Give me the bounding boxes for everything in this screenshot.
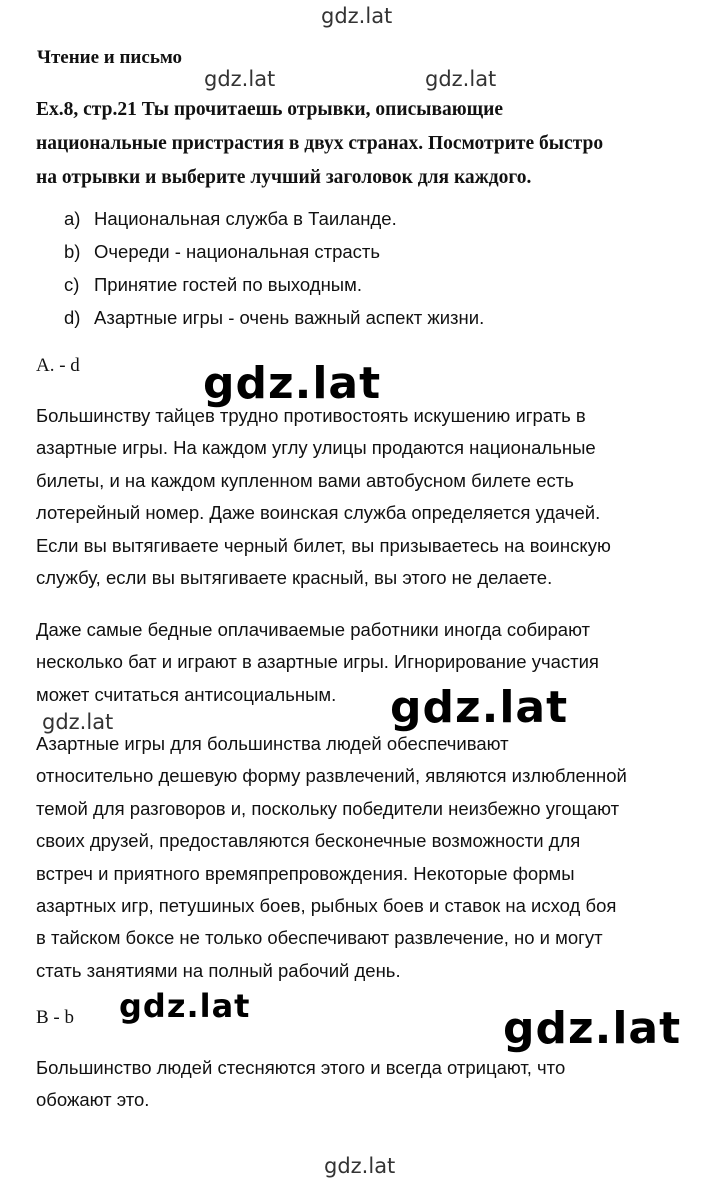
text-line: азартные игры. На каждом углу улицы продаются национальные: [36, 437, 596, 459]
text-line: встреч и приятного времяпрепровождения. Некоторые формы: [36, 862, 575, 884]
option-text: Очереди - национальная страсть: [94, 241, 381, 262]
task-line: Ex.8, стр.21 Ты прочитаешь отрывки, описывающие: [36, 99, 504, 120]
answer-label-a: A. - d: [36, 355, 80, 376]
text-line: билеты, и на каждом купленном вами автобусном билете есть: [36, 469, 574, 491]
paragraph-1: [36, 400, 716, 594]
paragraph-4: [36, 1052, 716, 1117]
text-line: обожают это.: [36, 1089, 150, 1111]
option-letter: d): [64, 307, 81, 328]
task-line: на отрывки и выберите лучший заголовок для каждого.: [36, 167, 532, 188]
task-statement: [36, 93, 706, 195]
option-item: [64, 307, 484, 340]
watermark-large-1: gdz.lat: [203, 358, 382, 409]
option-item: [64, 208, 484, 241]
text-line: азартных игр, петушиных боев, рыбных боев и ставок на исход боя: [36, 895, 617, 917]
options-list: [64, 208, 484, 340]
option-text: Принятие гостей по выходным.: [94, 274, 362, 295]
text-line: Если вы вытягиваете черный билет, вы призываетесь на воинскую: [36, 534, 611, 556]
option-text: Национальная служба в Таиланде.: [94, 208, 397, 229]
text-line: своих друзей, предоставляются бесконечные возможности для: [36, 830, 581, 852]
text-line: Большинству тайцев трудно противостоять искушению играть в: [36, 405, 586, 426]
watermark-heading-right: gdz.lat: [425, 67, 497, 91]
text-line: Азартные игры для большинства людей обеспечивают: [36, 733, 509, 754]
text-line: в тайском боксе не только обеспечивают развлечение, но и могут: [36, 927, 603, 949]
task-line: национальные пристрастия в двух странах. Посмотрите быстро: [36, 133, 604, 154]
section-heading: Чтение и письмо: [37, 47, 183, 68]
text-line: стать занятиями на полный рабочий день.: [36, 959, 401, 981]
text-line: может считаться антисоциальным.: [36, 683, 337, 705]
text-line: темой для разговоров и, поскольку победители неизбежно угощают: [36, 797, 620, 819]
option-letter: c): [64, 274, 80, 295]
text-line: лотерейный номер. Даже воинская служба определяется удачей.: [36, 502, 601, 524]
watermark-large-3: gdz.lat: [503, 1003, 682, 1054]
watermark-left: gdz.lat: [42, 710, 114, 734]
option-text: Азартные игры - очень важный аспект жизни.: [94, 307, 485, 328]
text-line: Даже самые бедные оплачиваемые работники иногда собирают: [36, 619, 591, 640]
watermark-large-2: gdz.lat: [390, 682, 569, 733]
watermark-medium: gdz.lat: [119, 987, 251, 1025]
paragraph-3: [36, 728, 716, 987]
text-line: службу, если вы вытягиваете красный, вы этого не делаете.: [36, 567, 553, 589]
text-line: Большинство людей стесняются этого и всегда отрицают, что: [36, 1057, 566, 1078]
option-item: [64, 274, 484, 307]
option-letter: a): [64, 208, 81, 229]
answer-label-b: B - b: [36, 1007, 74, 1028]
text-line: несколько бат и играют в азартные игры. Игнорирование участия: [36, 651, 599, 673]
watermark-top: gdz.lat: [321, 4, 393, 28]
text-line: относительно дешевую форму развлечений, являются излюбленной: [36, 765, 627, 787]
watermark-heading-left: gdz.lat: [204, 67, 276, 91]
watermark-bottom: gdz.lat: [324, 1154, 396, 1178]
paragraph-2: [36, 614, 716, 711]
option-letter: b): [64, 241, 81, 262]
option-item: [64, 241, 484, 274]
